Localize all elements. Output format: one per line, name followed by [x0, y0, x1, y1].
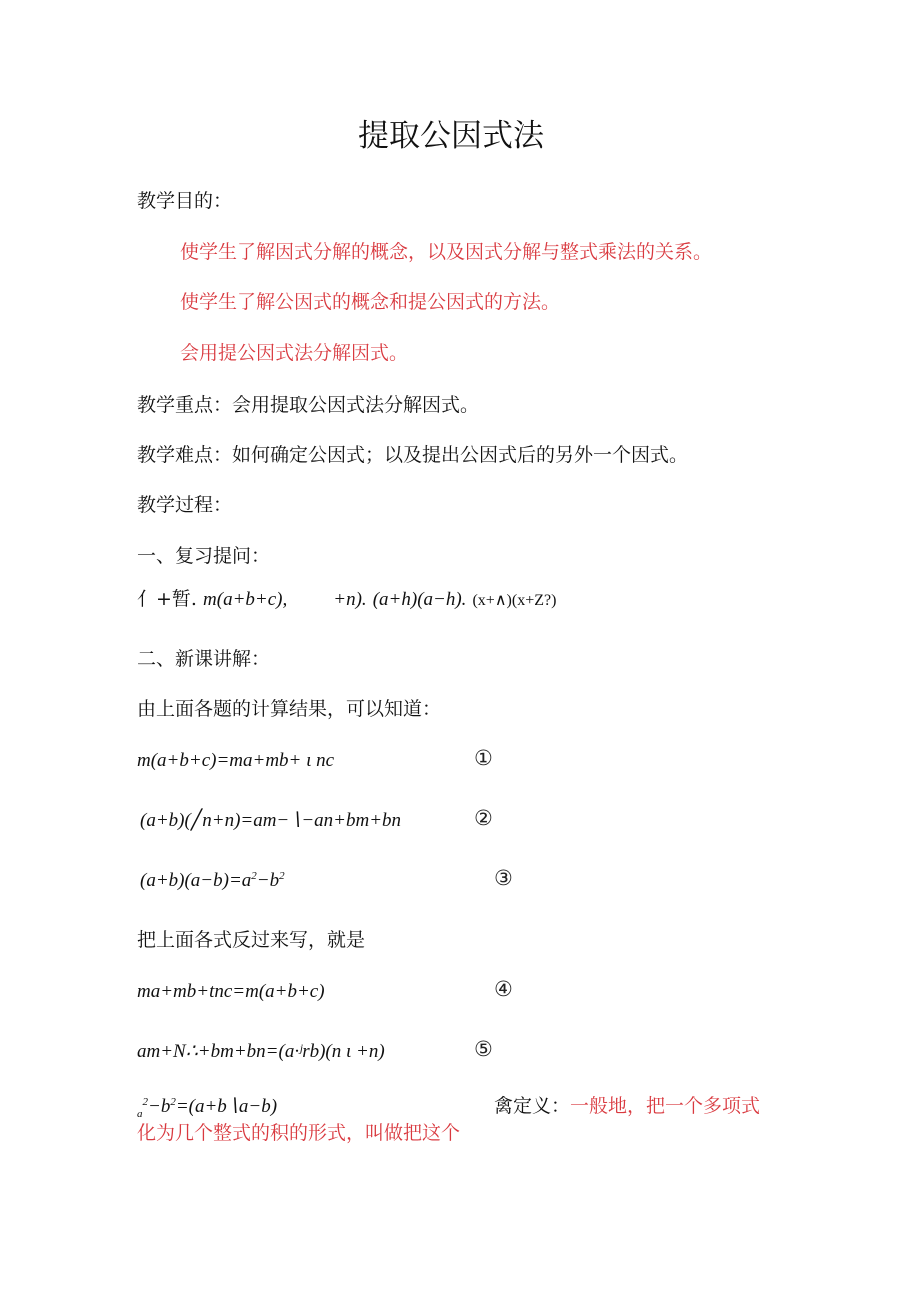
equation-2-number: ②: [474, 806, 493, 830]
objectives-label: 教学目的：: [137, 190, 233, 212]
definition-line-2: 化为几个整式的积的形式，叫做把这个: [137, 1122, 461, 1144]
equation-3-exp-2: 2: [279, 870, 285, 882]
section-new-lesson-heading: 二、新课讲解：: [137, 648, 271, 670]
review-part-2: m(a+b+c),: [203, 589, 288, 610]
objective-2: 使学生了解公因式的概念和提公因式的方法。: [180, 291, 561, 313]
equation-4-number: ④: [494, 977, 513, 1001]
review-expressions: [137, 590, 556, 609]
definition-line-1: [494, 1097, 760, 1116]
equation-3: [140, 871, 285, 890]
key-point: 教学重点：会用提取公因式法分解因式。: [137, 394, 480, 416]
equation-3-left: (a+b)(a−b)=a: [140, 870, 252, 891]
equation-5-number: ⑤: [474, 1037, 493, 1061]
definition-label: 禽定义：: [494, 1095, 571, 1117]
equation-6-sub: a: [137, 1108, 143, 1120]
objective-1: 使学生了解因式分解的概念，以及因式分解与整式乘法的关系。: [180, 241, 713, 263]
review-part-4: (a+h)(a−h).: [372, 589, 467, 610]
equation-1: m(a+b+c)=ma+mb+ ι nc: [137, 750, 335, 771]
objective-3: 会用提公因式法分解因式。: [180, 342, 409, 364]
equation-6-exp-1: 2: [142, 1096, 148, 1108]
equation-6-right: =(a+b∖a−b): [175, 1096, 278, 1117]
reverse-intro: 把上面各式反过来写，就是: [137, 929, 366, 951]
equation-3-number: ③: [494, 866, 513, 890]
equation-4: ma+mb+tnc=m(a+b+c): [137, 981, 325, 1002]
equation-5: am+N∴+bm+bn=(a∙ʲrb)(n ι +n): [137, 1041, 385, 1062]
definition-text-1: 一般地，把一个多项式: [570, 1095, 761, 1117]
intro-text: 由上面各题的计算结果，可以知道：: [137, 698, 442, 720]
page-title: 提取公因式法: [358, 118, 544, 154]
equation-1-number: ①: [474, 746, 493, 770]
review-part-5: (x+∧)(x+Z?): [472, 592, 557, 609]
equation-3-exp-1: 2: [251, 870, 257, 882]
equation-6: [137, 1097, 277, 1120]
equation-6-mid: −b: [148, 1096, 171, 1117]
review-part-1: 亻+暂.: [137, 588, 197, 610]
section-review-heading: 一、复习提问：: [137, 545, 271, 567]
equation-2: (a+b)(╱n+n)=am−∖−an+bm+bn: [140, 810, 402, 831]
equation-3-mid: −b: [256, 870, 280, 891]
difficulty: 教学难点：如何确定公因式；以及提出公因式后的另外一个因式。: [137, 444, 689, 466]
review-part-3: +n).: [333, 589, 367, 610]
process-label: 教学过程：: [137, 494, 233, 516]
equation-6-exp-2: 2: [170, 1096, 176, 1108]
